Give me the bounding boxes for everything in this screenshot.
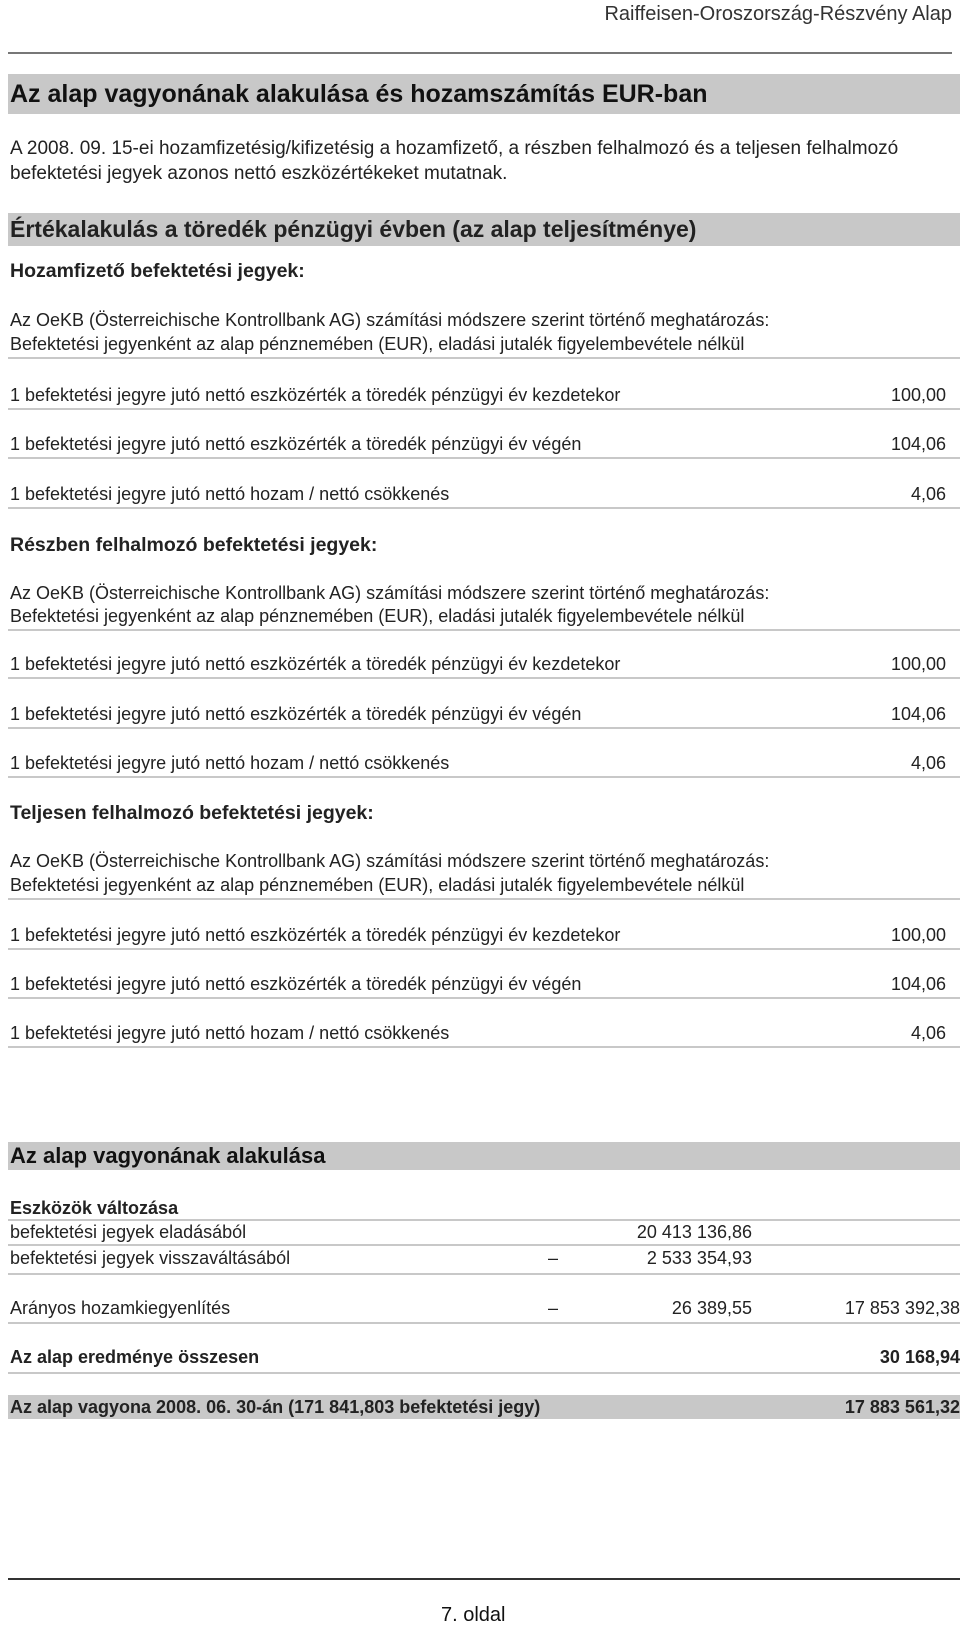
row-value: 26 389,55 [671,1298,752,1318]
row-total: 17 883 561,32 [844,1397,960,1417]
footer-rule [8,1578,960,1580]
row-value: 4,06 [910,484,946,504]
rule [8,948,960,950]
row-value: 100,00 [890,654,946,674]
header-rule [8,52,952,54]
row-value: 4,06 [910,753,946,773]
section-heading-distributing: Hozamfizető befektetési jegyek: [10,260,305,282]
section-heading-full-accumulating: Teljesen felhalmozó befektetési jegyek: [10,802,374,824]
rule [8,629,960,631]
basis-line: Befektetési jegyenként az alap pénznemében (EUR), eladási jutalék figyelembevétele nélkül [10,875,745,895]
row-label: 1 befektetési jegyre jutó nettó eszközérték a töredék pénzügyi év kezdetekor [10,925,621,945]
row-label: 1 befektetési jegyre jutó nettó eszközérték a töredék pénzügyi év végén [10,974,582,994]
rule [8,677,960,679]
main-title: Az alap vagyonának alakulása és hozamszámítás EUR-ban [8,74,960,114]
row-label: 1 befektetési jegyre jutó nettó hozam / nettó csökkenés [10,1023,450,1043]
method-line: Az OeKB (Österreichische Kontrollbank AG) számítási módszere szerint történő meghatározás: [10,851,770,871]
changes-heading: Eszközök változása [10,1198,179,1218]
rule [8,507,960,509]
rule [8,457,960,459]
basis-line: Befektetési jegyenként az alap pénznemében (EUR), eladási jutalék figyelembevétele nélkül [10,606,745,626]
rule [8,1273,960,1275]
method-line: Az OeKB (Österreichische Kontrollbank AG) számítási módszere szerint történő meghatározás: [10,583,770,603]
rule [8,1372,960,1374]
row-value: 4,06 [910,1023,946,1043]
row-value: 20 413 136,86 [636,1222,752,1242]
row-total: 30 168,94 [879,1347,960,1367]
row-value: 104,06 [890,434,946,454]
row-total: 17 853 392,38 [844,1298,960,1318]
minus-sign: – [548,1298,559,1318]
row-value: 2 533 354,93 [646,1248,752,1268]
row-label: 1 befektetési jegyre jutó nettó hozam / nettó csökkenés [10,484,450,504]
row-label: Az alap vagyona 2008. 06. 30-án (171 841,803 befektetési jegy) [10,1397,541,1417]
rule [8,776,960,778]
row-value: 104,06 [890,704,946,724]
intro-paragraph: A 2008. 09. 15-ei hozamfizetésig/kifizetésig a hozamfizető, a részben felhalmozó és a teljesen felhalmozó befektetési jegyek azonos nettó eszközértékeket mutatnak. [10,138,899,184]
rule [8,1322,960,1324]
rule [8,997,960,999]
row-value: 104,06 [890,974,946,994]
rule [8,898,960,900]
row-label: 1 befektetési jegyre jutó nettó eszközérték a töredék pénzügyi év kezdetekor [10,654,621,674]
method-line: Az OeKB (Österreichische Kontrollbank AG) számítási módszere szerint történő meghatározás: [10,310,770,330]
running-header: Raiffeisen-Oroszország-Részvény Alap [604,3,952,25]
rule [8,1244,960,1246]
minus-sign: – [548,1248,559,1268]
row-label: 1 befektetési jegyre jutó nettó hozam / nettó csökkenés [10,753,450,773]
row-label: 1 befektetési jegyre jutó nettó eszközérték a töredék pénzügyi év végén [10,434,582,454]
asset-section-title: Az alap vagyonának alakulása [8,1142,960,1170]
row-label: 1 befektetési jegyre jutó nettó eszközérték a töredék pénzügyi év végén [10,704,582,724]
row-label: befektetési jegyek eladásából [10,1222,247,1242]
row-label: befektetési jegyek visszaváltásából [10,1248,291,1268]
basis-line: Befektetési jegyenként az alap pénznemében (EUR), eladási jutalék figyelembevétele nélkül [10,334,745,354]
section-heading-partial-accumulating: Részben felhalmozó befektetési jegyek: [10,534,378,556]
rule [8,727,960,729]
rule [8,357,960,359]
page-number: 7. oldal [441,1604,506,1626]
rule [8,1219,960,1221]
performance-heading: Értékalakulás a töredék pénzügyi évben (az alap teljesítménye) [8,213,960,246]
row-value: 100,00 [890,385,946,405]
rule [8,408,960,410]
row-label: Arányos hozamkiegyenlítés [10,1298,231,1318]
rule [8,1046,960,1048]
row-value: 100,00 [890,925,946,945]
row-label: 1 befektetési jegyre jutó nettó eszközérték a töredék pénzügyi év kezdetekor [10,385,621,405]
row-label: Az alap eredménye összesen [10,1347,260,1367]
